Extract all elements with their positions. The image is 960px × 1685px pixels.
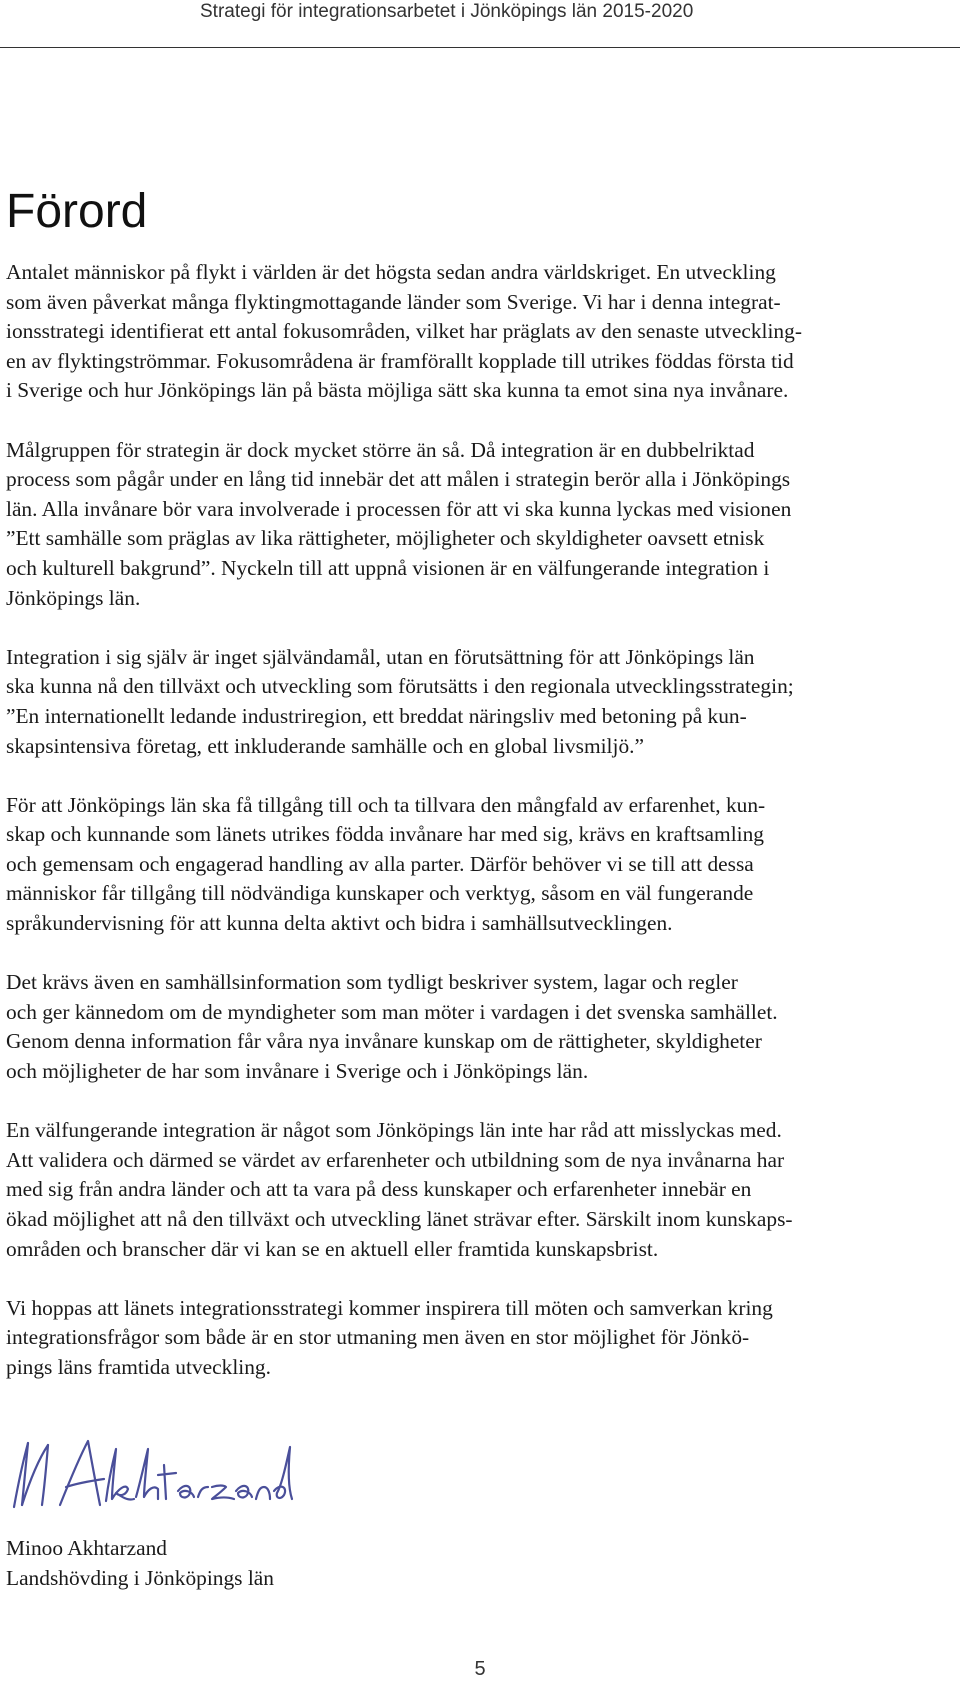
paragraph-line: och möjligheter de har som invånare i Sverige och i Jönköpings län. (6, 1059, 589, 1084)
paragraph (6, 968, 956, 1086)
paragraph-line: ”En internationellt ledande industriregion, ett breddat näringsliv med betoning på kun- (6, 703, 747, 728)
page-number: 5 (474, 1658, 486, 1680)
paragraph-line: skap och kunnande som länets utrikes födda invånare har med sig, krävs en kraftsamling (6, 822, 764, 847)
body-text (6, 258, 956, 1412)
paragraph (6, 436, 956, 614)
paragraph-line: ”Ett samhälle som präglas av lika rättigheter, möjligheter och skyldigheter oavsett etnisk (6, 526, 765, 551)
paragraph-line: Jönköpings län. (6, 585, 141, 610)
paragraph-line: Genom denna information får våra nya invånare kunskap om de rättigheter, skyldigheter (6, 1029, 762, 1054)
paragraph (6, 791, 956, 939)
paragraph-line: Antalet människor på flykt i världen är det högsta sedan andra världskriget. En utveckling (6, 260, 776, 284)
page-title: Förord (6, 185, 148, 238)
paragraph-line: län. Alla invånare bör vara involverade i processen för att vi ska kunna lyckas med visionen (6, 496, 792, 521)
paragraph-line: människor får tillgång till nödvändiga kunskaper och verktyg, såsom en väl fungerande (6, 881, 754, 906)
paragraph-line: ionsstrategi identifierat ett antal fokusområden, vilket har präglats av den senaste utveckling- (6, 319, 802, 344)
paragraph-line: områden och branscher där vi kan se en aktuell eller framtida kunskapsbrist. (6, 1236, 659, 1261)
paragraph (6, 1116, 956, 1264)
paragraph-line: pings läns framtida utveckling. (6, 1354, 271, 1379)
paragraph-line: process som pågår under en lång tid innebär det att målen i strategin berör alla i Jönköpings (6, 467, 791, 492)
paragraph (6, 258, 956, 406)
paragraph-line: en av flyktingströmmar. Fokusområdena är framförallt kopplade till utrikes föddas första tid (6, 348, 794, 373)
paragraph-line: språkundervisning för att kunna delta aktivt och bidra i samhällsutvecklingen. (6, 911, 673, 936)
paragraph-line: En välfungerande integration är något som Jönköpings län inte har råd att misslyckas med. (6, 1118, 782, 1143)
paragraph-line: och kulturell bakgrund”. Nyckeln till att uppnå visionen är en välfungerande integration i (6, 555, 770, 580)
signatory-name: Minoo Akhtarzand (6, 1536, 167, 1560)
paragraph-line: Vi hoppas att länets integrationsstrategi kommer inspirera till möten och samverkan kring (6, 1295, 773, 1320)
paragraph-line: med sig från andra länder och att ta vara på dess kunskaper och erfarenheter innebär en (6, 1177, 752, 1202)
paragraph-line: integrationsfrågor som både är en stor utmaning men även en stor möjlighet för Jönkö- (6, 1325, 750, 1350)
paragraph (6, 643, 956, 761)
paragraph-line: Integration i sig själv är inget självändamål, utan en förutsättning för att Jönköpings län (6, 644, 755, 669)
paragraph-line: Det krävs även en samhällsinformation som tydligt beskriver system, lagar och regler (6, 970, 738, 995)
paragraph-line: Målgruppen för strategin är dock mycket större än så. Då integration är en dubbelriktad (6, 437, 755, 462)
paragraph-line: För att Jönköpings län ska få tillgång till och ta tillvara den mångfald av erfarenhet, kun- (6, 792, 766, 817)
paragraph-line: och ger kännedom om de myndigheter som man möter i vardagen i det svenska samhället. (6, 999, 778, 1024)
header-divider (0, 47, 960, 48)
paragraph (6, 1294, 956, 1383)
paragraph-line: Att validera och därmed se värdet av erfarenheter och utbildning som de nya invånarna har (6, 1147, 785, 1172)
signatory-title: Landshövding i Jönköpings län (6, 1566, 274, 1590)
paragraph-line: ska kunna nå den tillväxt och utveckling som förutsätts i den regionala utvecklingsstrategin; (6, 674, 794, 699)
paragraph-line: i Sverige och hur Jönköpings län på bästa möjliga sätt ska kunna ta emot sina nya invånare. (6, 378, 789, 403)
paragraph-line: och gemensam och engagerad handling av alla parter. Därför behöver vi se till att dessa (6, 851, 754, 876)
paragraph-line: som även påverkat många flyktingmottagande länder som Sverige. Vi har i denna integrat- (6, 289, 781, 314)
handwritten-signature (8, 1435, 298, 1515)
page-header (0, 0, 960, 48)
running-header-title: Strategi för integrationsarbetet i Jönköpings län 2015-2020 (200, 1, 694, 22)
paragraph-line: ökad möjlighet att nå den tillväxt och utveckling länet strävar efter. Särskilt inom kunskaps- (6, 1207, 793, 1231)
paragraph-line: skapsintensiva företag, ett inkluderande samhälle och en global livsmiljö.” (6, 733, 644, 758)
